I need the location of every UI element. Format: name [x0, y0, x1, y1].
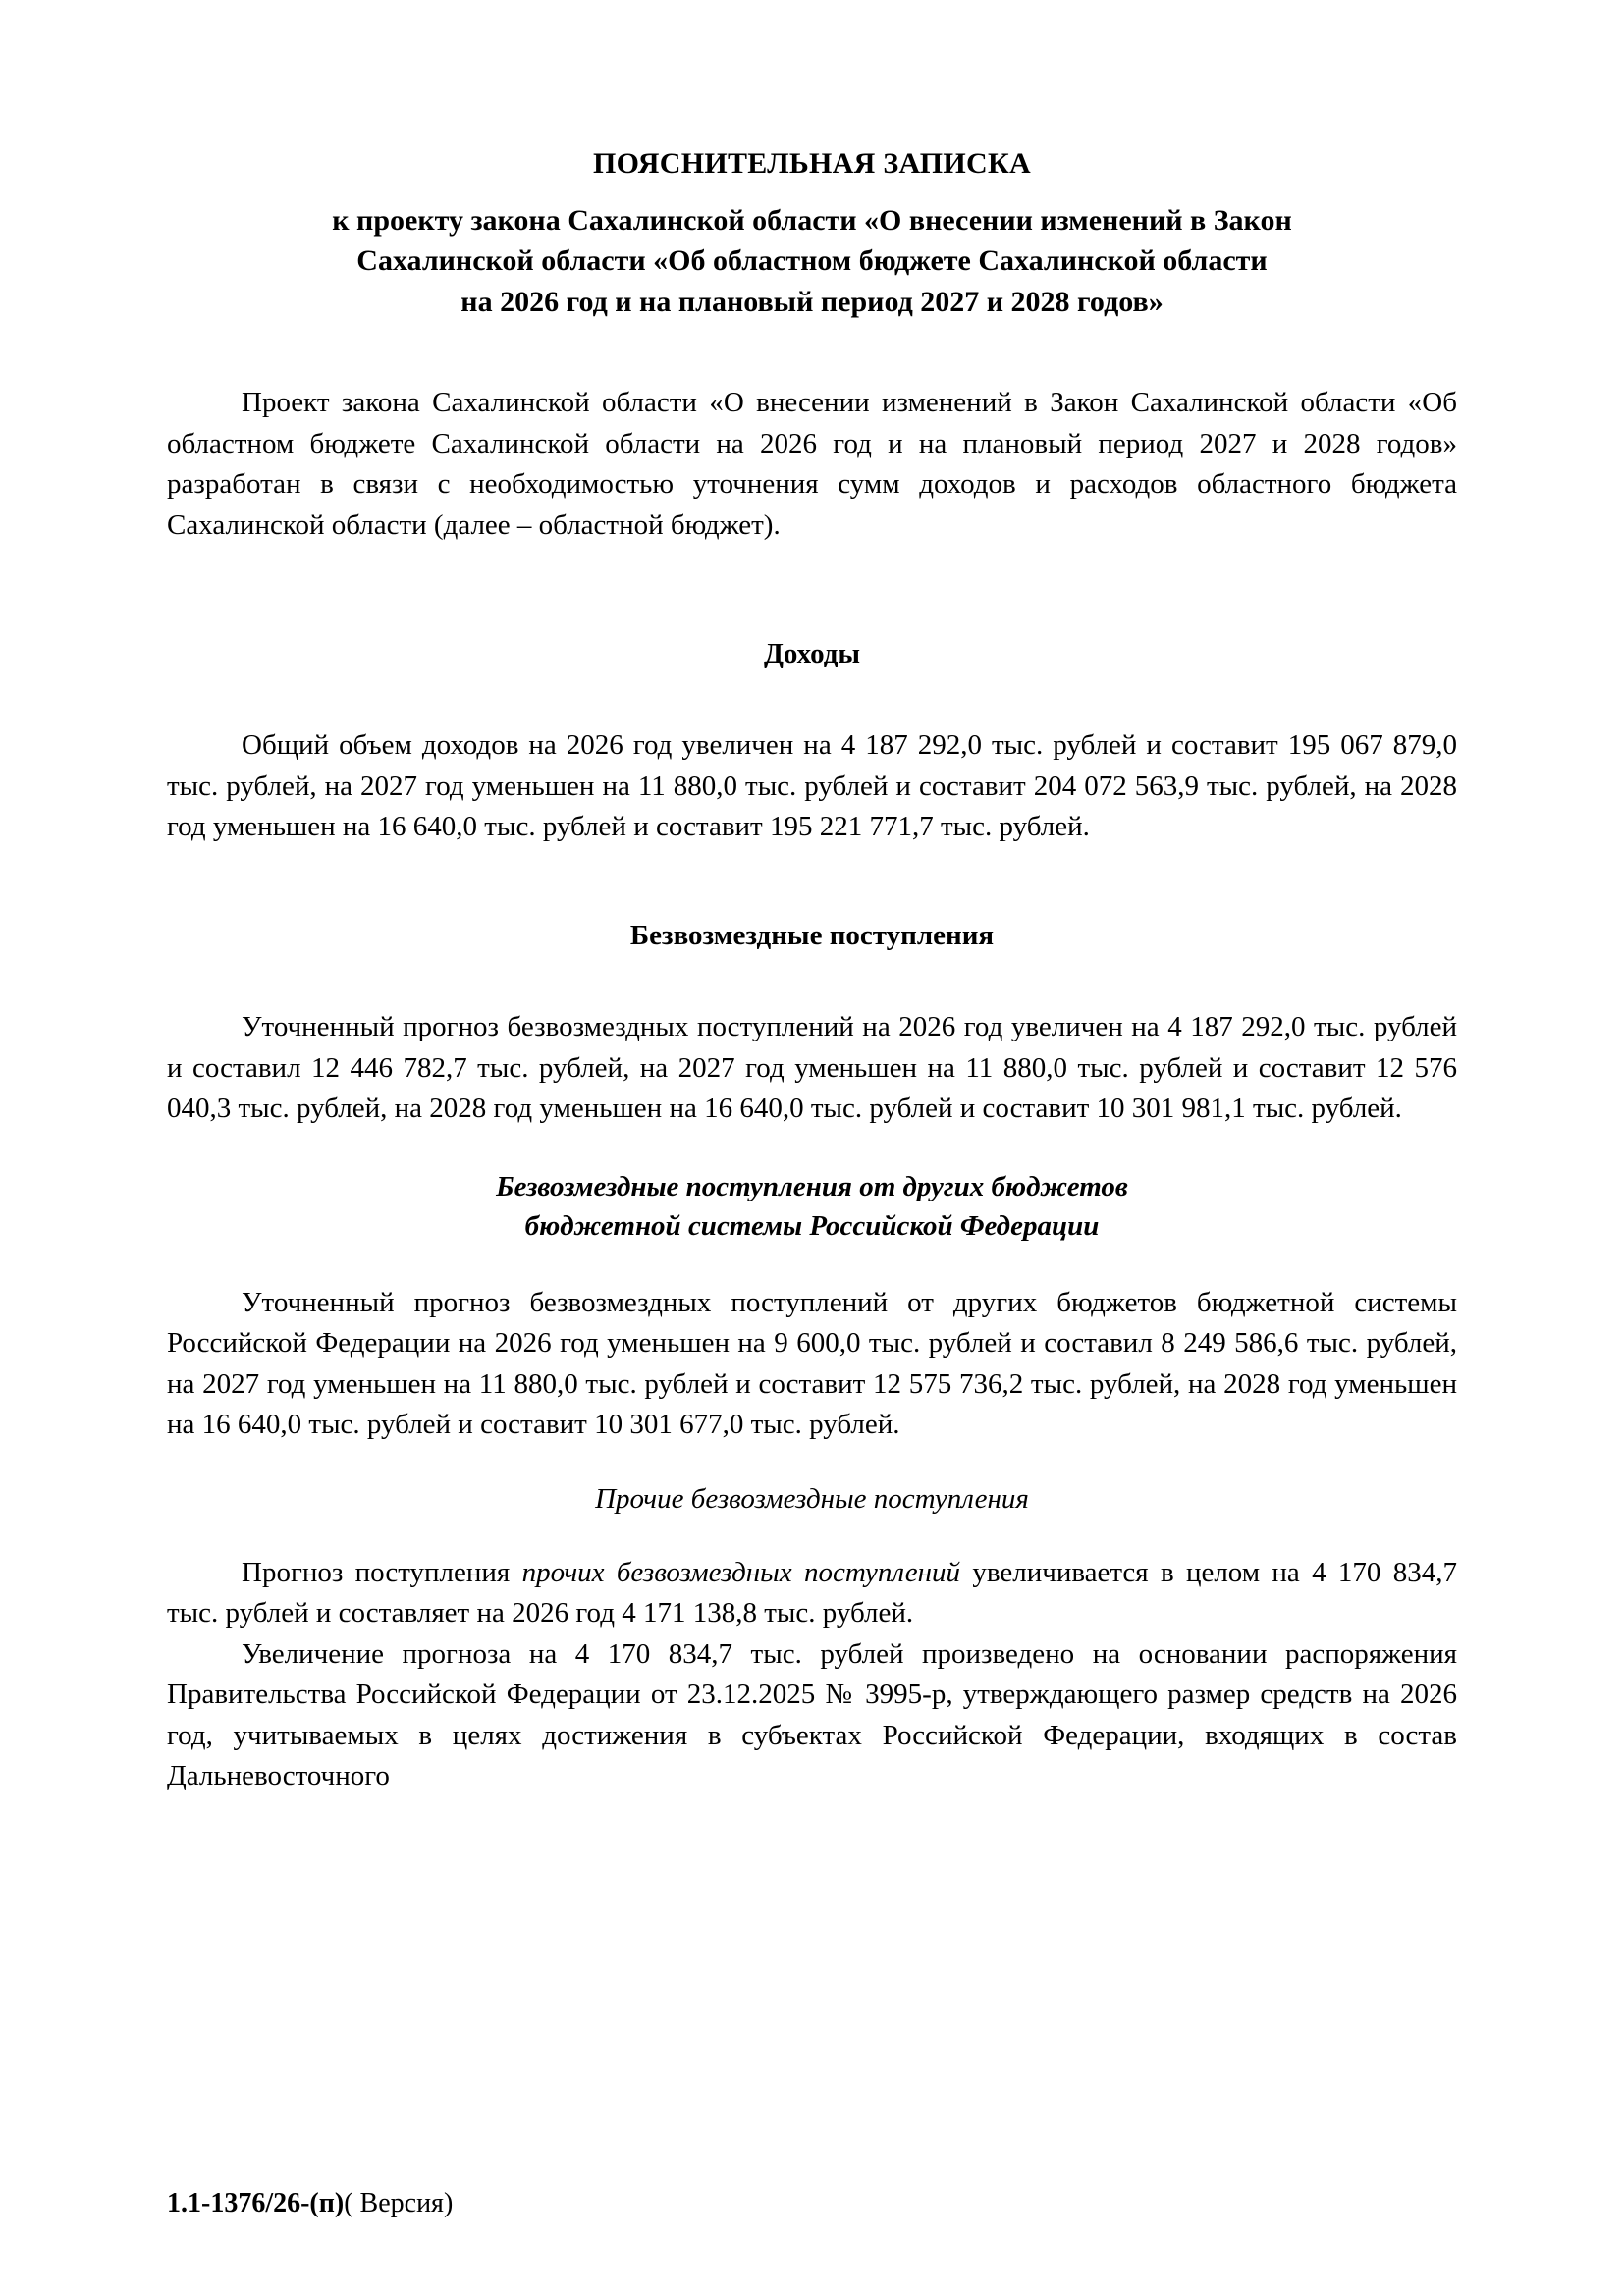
document-subtitle-line-1: к проекту закона Сахалинской области «О внесении изменений в Закон	[332, 204, 1292, 237]
gratuitous-paragraph: Уточненный прогноз безвозмездных поступлений на 2026 год увеличен на 4 187 292,0 тыс. рублей и составил 12 446 782,7 тыс. рублей, на 2027 год уменьшен на 11 880,0 тыс. рублей и составит 12 576 040,3 тыс. рублей, на 2028 год уменьшен на 16 640,0 тыс. рублей и составит 10 301 981,1 тыс. рублей.	[167, 1011, 1457, 1125]
spacer	[167, 1446, 1457, 1483]
page-title: ПОЯСНИТЕЛЬНАЯ ЗАПИСКА	[593, 147, 1031, 180]
other-gratuitous-text-part1: Прогноз поступления	[242, 1556, 522, 1588]
spacer	[167, 670, 1457, 725]
document-subtitle	[167, 200, 1457, 322]
subsection-heading-other-gratuitous: Прочие безвозмездные поступления	[595, 1482, 1029, 1515]
subsection-heading-line-1: Безвозмездные поступления от других бюджетов	[496, 1170, 1128, 1202]
section-heading-gratuitous: Безвозмездные поступления	[629, 920, 995, 952]
spacer	[167, 546, 1457, 638]
footer-version: ( Версия)	[344, 2188, 454, 2218]
document-subtitle-line-3: на 2026 год и на плановый период 2027 и 2028 годов»	[460, 285, 1164, 318]
spacer	[167, 1130, 1457, 1167]
intro-paragraph: Проект закона Сахалинской области «О внесении изменений в Закон Сахалинской области «Об областном бюджете Сахалинской области на 2026 год и на плановый период 2027 и 2028 годов» разработан в связи с необходимостью уточнения сумм доходов и расходов областного бюджета Сахалинской области (далее – областной бюджет).	[167, 387, 1457, 541]
document-subtitle-line-2: Сахалинской области «Об областном бюджете Сахалинской области	[356, 244, 1268, 278]
spacer	[167, 1246, 1457, 1283]
from-other-budgets-paragraph: Уточненный прогноз безвозмездных поступлений от других бюджетов бюджетной системы Российской Федерации на 2026 год уменьшен на 9 600,0 тыс. рублей и составил 8 249 586,6 тыс. рублей, на 2027 год уменьшен на 11 880,0 тыс. рублей и составит 12 575 736,2 тыс. рублей, на 2028 год уменьшен на 16 640,0 тыс. рублей и составит 10 301 677,0 тыс. рублей.	[167, 1286, 1457, 1441]
other-gratuitous-paragraph-1	[167, 1553, 1457, 1634]
spacer	[167, 1516, 1457, 1553]
other-gratuitous-paragraph-2: Увеличение прогноза на 4 170 834,7 тыс. рублей произведено на основании распоряжения Правительства Российской Федерации от 23.12.2025 № 3995-р, утверждающего размер средств на 2026 год, учитываемых в целях достижения в субъектах Российской Федерации, входящих в состав Дальневосточного	[167, 1637, 1457, 1792]
incomes-paragraph: Общий объем доходов на 2026 год увеличен на 4 187 292,0 тыс. рублей и составит 195 067 879,0 тыс. рублей, на 2027 год уменьшен на 11 880,0 тыс. рублей и составит 204 072 563,9 тыс. рублей, на 2028 год уменьшен на 16 640,0 тыс. рублей и составит 195 221 771,7 тыс. рублей.	[167, 729, 1457, 842]
subsection-heading-line-2: бюджетной системы Российской Федерации	[524, 1209, 1100, 1242]
footer-document-code: 1.1-1376/26-(п)	[167, 2188, 345, 2218]
other-gratuitous-text-part2: увеличивается в целом на 4 170 834,7 тыс. рублей и составляет на 2026 год 4 171 138,8 тыс. рублей.	[167, 1556, 1457, 1629]
footer	[167, 2188, 453, 2219]
section-heading-incomes: Доходы	[763, 638, 861, 670]
other-gratuitous-text-italic: прочих безвозмездных поступлений	[521, 1556, 961, 1588]
spacer	[167, 847, 1457, 920]
spacer	[167, 952, 1457, 1007]
subsection-heading-from-other-budgets	[167, 1167, 1457, 1246]
